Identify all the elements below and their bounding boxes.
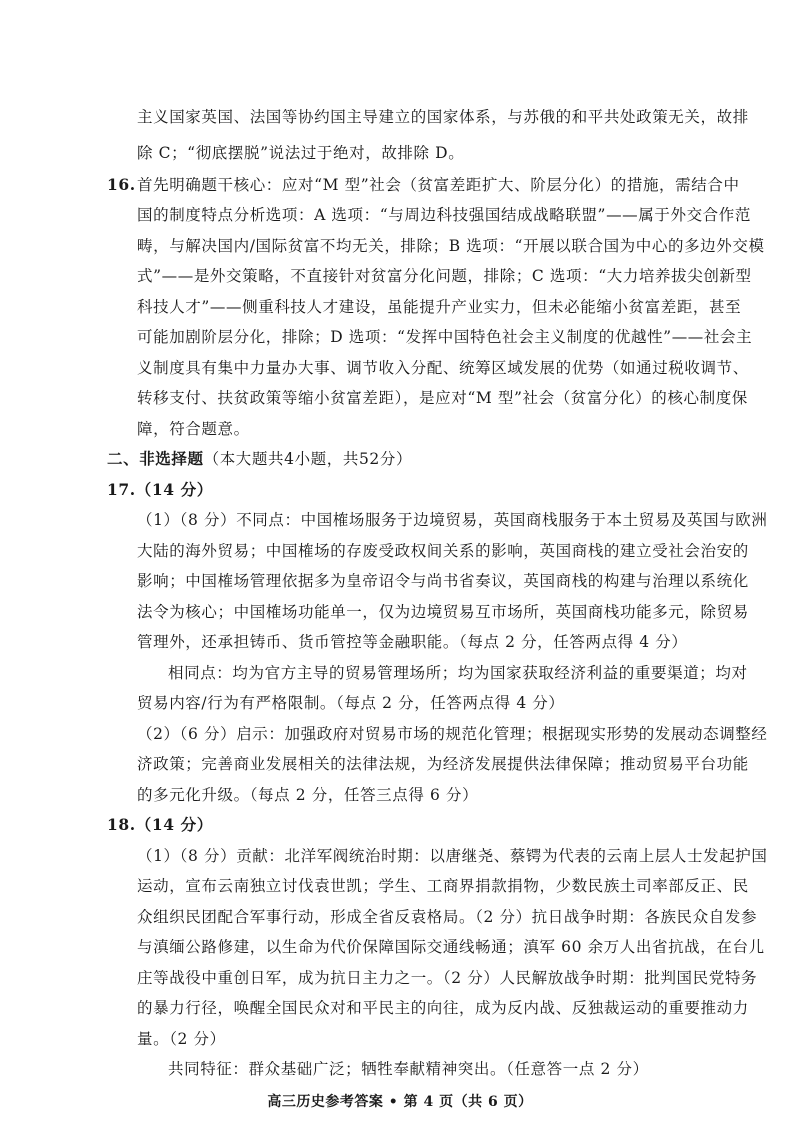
q16-number: 16. — [107, 175, 136, 194]
q16-line-7: 义制度具有集中力量办大事、调节收入分配、统筹区域发展的优势（如通过税收调节、 — [137, 359, 749, 377]
q18-p1-line-7: 量。（2 分） — [137, 1030, 226, 1048]
q18-p1-line-4: 与滇缅公路修建，以生命为代价保障国际交通线畅通；滇军 60 余万人出省抗战，在台儿 — [137, 938, 765, 956]
q17-p1-line-2: 大陆的海外贸易；中国榷场的存废受政权间关系的影响，英国商栈的建立受社会治安的 — [137, 542, 749, 560]
q17-common-line-2: 贸易内容/行为有严格限制。（每点 2 分，任答两点得 4 分） — [137, 694, 565, 712]
q17-p1-line-5: 管理外，还承担铸币、货币管控等金融职能。（每点 2 分，任答两点得 4 分） — [137, 633, 688, 651]
q16-line-2: 国的制度特点分析选项：A 选项：“与周边科技强国结成战略联盟”——属于外交合作范 — [137, 206, 751, 224]
q18-p1-line-5: 庄等战役中重创日军，成为抗日主力之一。（2 分）人民解放战争时期：批判国民党特务 — [137, 969, 758, 987]
q17-p1-line-1: （1）（8 分）不同点：中国榷场服务于边境贸易，英国商栈服务于本土贸易及英国与欧洲 — [137, 511, 768, 529]
q18-p1-line-6: 的暴力行径，唤醒全国民众对和平民主的向往，成为反内战、反独裁运动的重要推动力 — [137, 999, 749, 1017]
section-note: （本大题共4小题，共52分） — [203, 450, 413, 468]
q17-p2-line-3: 的多元化升级。（每点 2 分，任答三点得 6 分） — [137, 786, 479, 804]
q17-p1-line-3: 影响；中国榷场管理依据多为皇帝诏令与尚书省奏议，英国商栈的构建与治理以系统化 — [137, 572, 749, 590]
q17-common-line-1: 相同点：均为官方主导的贸易管理场所；均为国家获取经济利益的重要渠道；均对 — [168, 664, 748, 682]
q16-line-4: 式”——是外交策略，不直接针对贫富分化问题，排除；C 选项：“大力培养拔尖创新型 — [137, 267, 752, 285]
q16-line-3: 畴，与解决国内/国际贫富不均无关，排除；B 选项：“开展以联合国为中心的多边外交模 — [137, 237, 765, 255]
page-footer: 高三历史参考答案 • 第 4 页（共 6 页） — [267, 1094, 533, 1110]
section-title — [107, 449, 412, 469]
q18-header: 18.（14 分） — [107, 815, 213, 834]
q15-tail-line-1: 主义国家英国、法国等协约国主导建立的国家体系，与苏俄的和平共处政策无关，故排 — [137, 108, 749, 126]
q16-line-9: 障，符合题意。 — [137, 420, 250, 438]
q18-p1-line-2: 运动，宣布云南独立讨伐袁世凯；学生、工商界捐款捐物，少数民族土司率部反正、民 — [137, 877, 749, 895]
q17-p1-line-4: 法令为核心；中国榷场功能单一，仅为边境贸易互市场所，英国商栈功能多元，除贸易 — [137, 603, 749, 621]
q18-common-line: 共同特征：群众基础广泛；牺牲奉献精神突出。（任意答一点 2 分） — [168, 1060, 649, 1078]
q17-p2-line-1: （2）（6 分）启示：加强政府对贸易市场的规范化管理；根据现实形势的发展动态调整经 — [137, 725, 768, 743]
q16-line-1: 首先明确题干核心：应对“M 型”社会（贫富差距扩大、阶层分化）的措施，需结合中 — [137, 176, 740, 194]
q17-p2-line-2: 济政策；完善商业发展相关的法律法规，为经济发展提供法律保障；推动贸易平台功能 — [137, 755, 749, 773]
q16-line-5: 科技人才”——侧重科技人才建设，虽能提升产业实力，但未必能缩小贫富差距，甚至 — [137, 298, 742, 316]
q18-p1-line-1: （1）（8 分）贡献：北洋军阀统治时期：以唐继尧、蔡锷为代表的云南上层人士发起护国 — [137, 847, 768, 865]
q17-header: 17.（14 分） — [107, 480, 213, 499]
q16-line-8: 转移支付、扶贫政策等缩小贫富差距），是应对“M 型”社会（贫富分化）的核心制度保 — [137, 389, 748, 407]
q18-p1-line-3: 众组织民团配合军事行动，形成全省反袁格局。（2 分）抗日战争时期：各族民众自发参 — [137, 908, 758, 926]
section-title-text: 二、非选择题 — [107, 449, 204, 468]
q15-tail-line-2: 除 C；“彻底摆脱”说法过于绝对，故排除 D。 — [137, 144, 465, 162]
q16-line-6: 可能加剧阶层分化，排除；D 选项：“发挥中国特色社会主义制度的优越性”——社会主 — [137, 328, 753, 346]
